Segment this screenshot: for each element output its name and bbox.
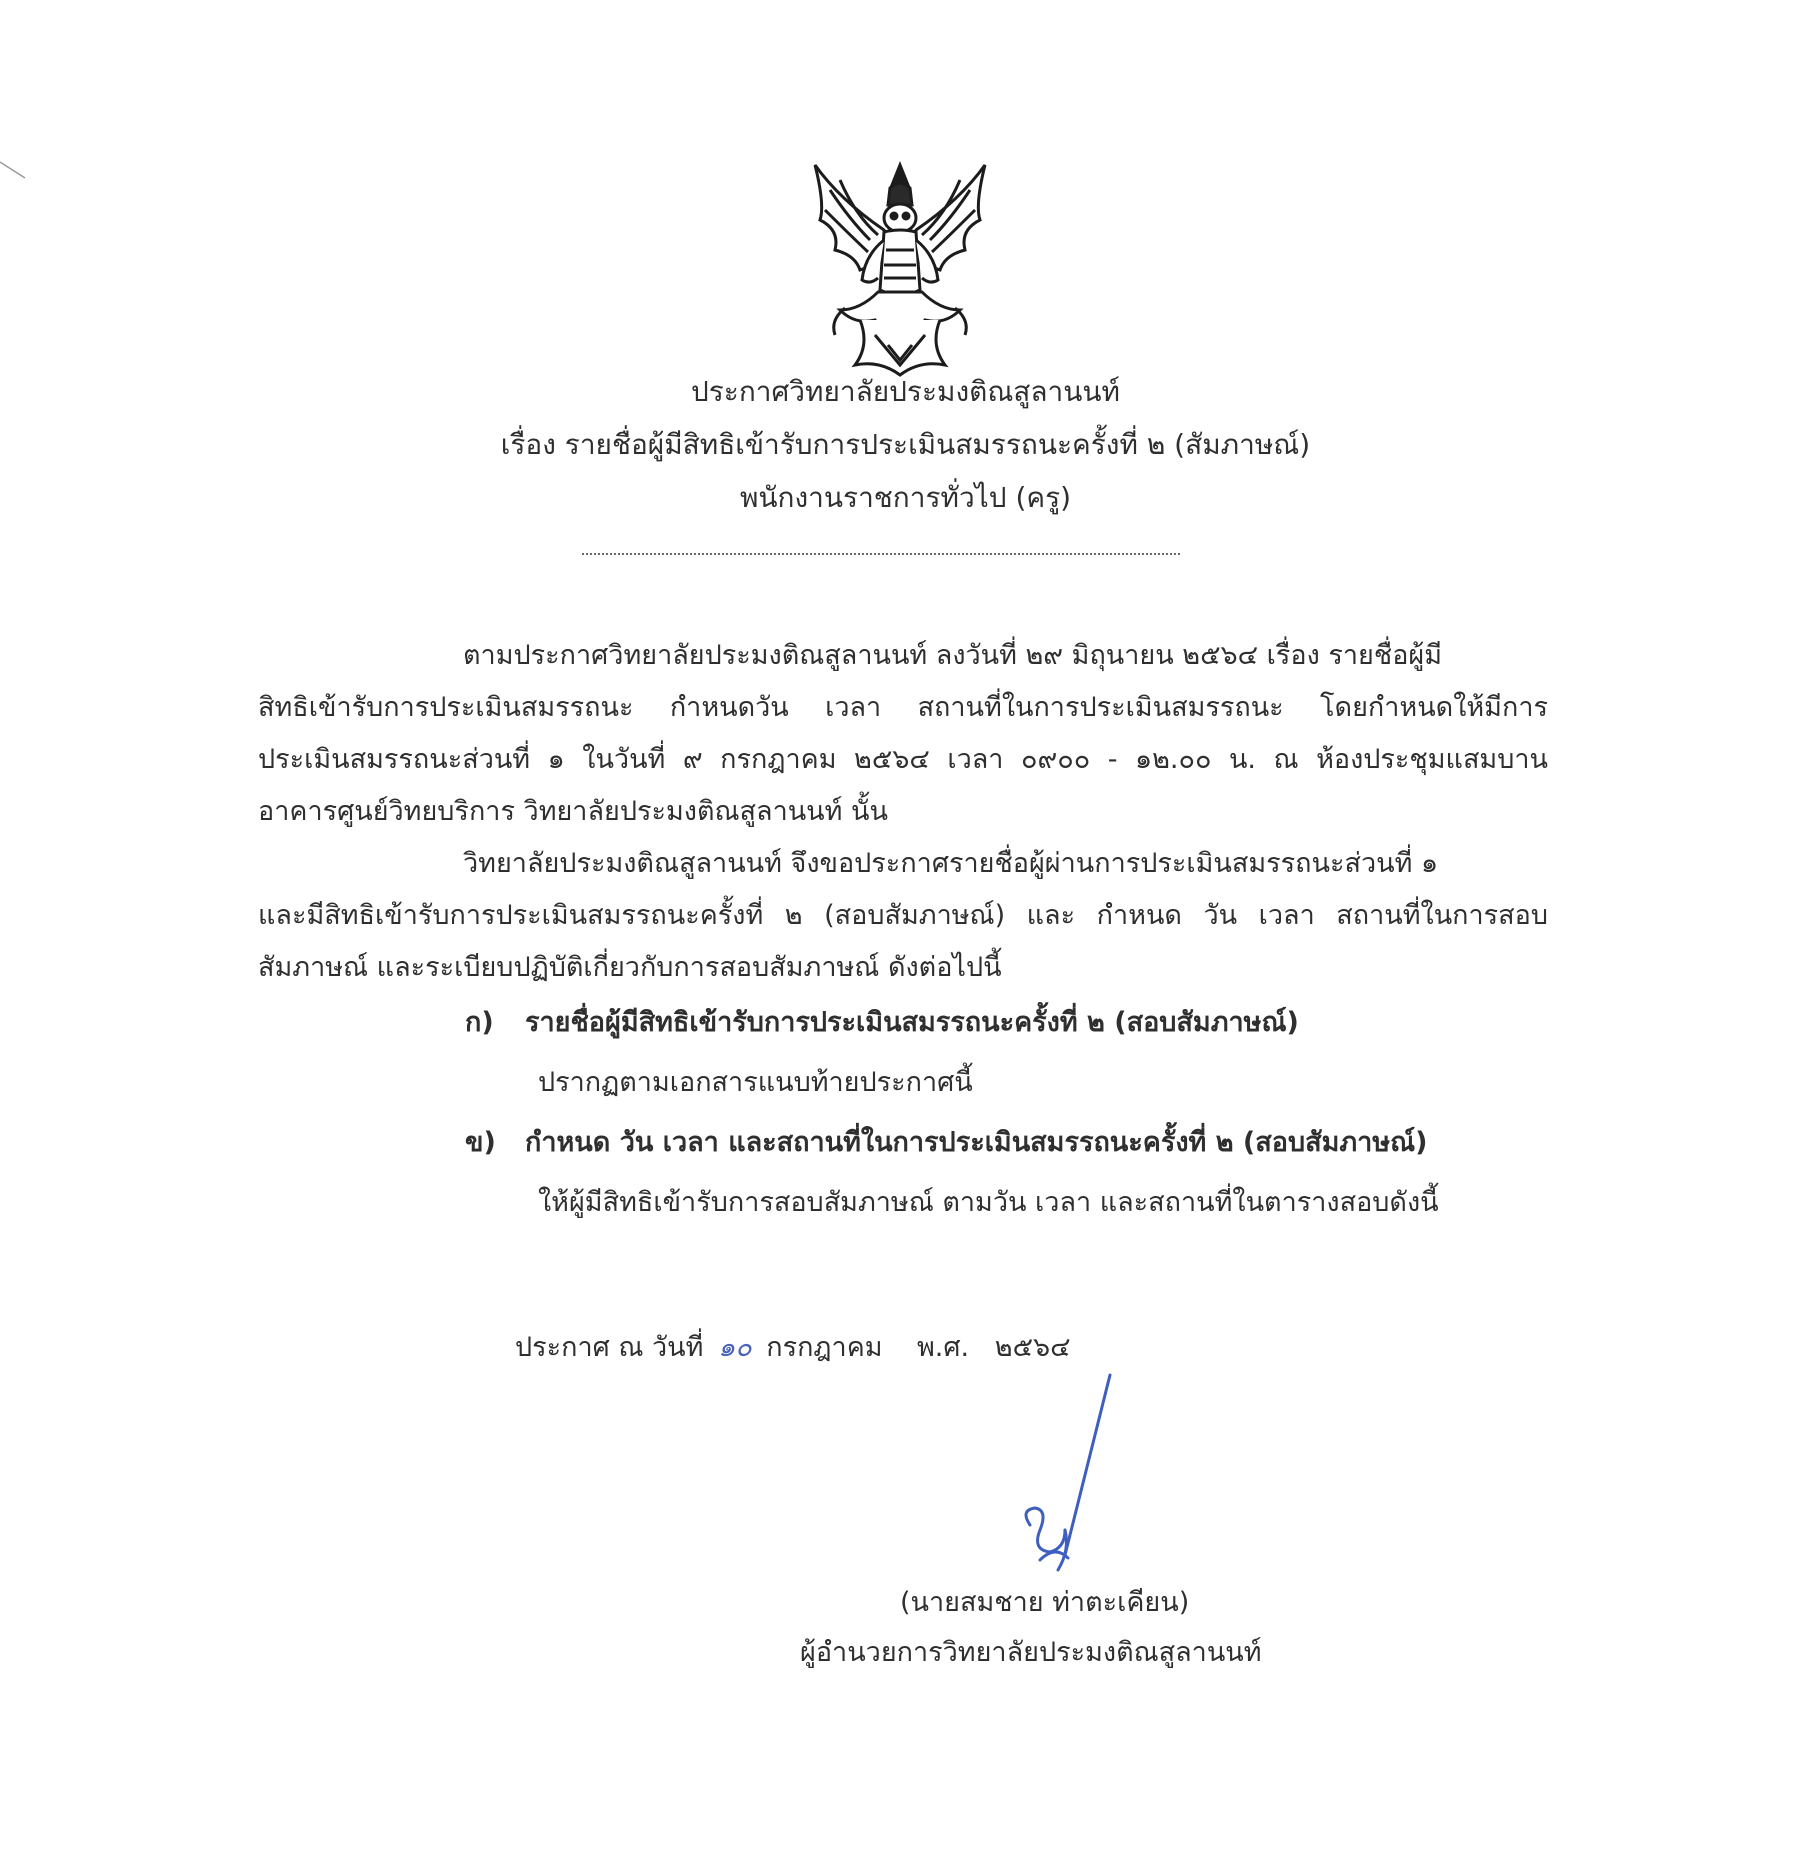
announcement-position: พนักงานราชการทั่วไป (ครู) <box>739 481 1072 514</box>
paragraph2-line-3: สัมภาษณ์ และระเบียบปฏิบัติเกี่ยวกับการสอบสัมภาษณ์ ดังต่อไปนี้ <box>258 952 1002 983</box>
header-divider <box>582 553 1180 555</box>
item-a-title: รายชื่อผู้มีสิทธิเข้ารับการประเมินสมรรถนะครั้งที่ ๒ (สอบสัมภาษณ์) <box>525 1007 1299 1038</box>
paragraph1-line-2: สิทธิเข้ารับการประเมินสมรรถนะ กำหนดวัน เวลา สถานที่ในการประเมินสมรรถนะ โดยกำหนดให้มีการ <box>258 692 1548 723</box>
dateline-month: กรกฎาคม <box>766 1332 883 1363</box>
announcement-dateline <box>515 1325 1071 1368</box>
paragraph1-line-3: ประเมินสมรรถนะส่วนที่ ๑ ในวันที่ ๙ กรกฎาคม ๒๕๖๔ เวลา ๐๙๐๐ - ๑๒.๐๐ น. ณ ห้องประชุมแสมบาน <box>258 744 1548 775</box>
scan-mark <box>0 160 30 180</box>
announcement-subject: เรื่อง รายชื่อผู้มีสิทธิเข้ารับการประเมินสมรรถนะครั้งที่ ๒ (สัมภาษณ์) <box>500 428 1311 461</box>
signer-title: ผู้อำนวยการวิทยาลัยประมงติณสูลานนท์ <box>800 1637 1262 1668</box>
item-a-label: ก) <box>465 1007 494 1038</box>
paragraph2-line-1: วิทยาลัยประมงติณสูลานนท์ จึงขอประกาศรายชื่อผู้ผ่านการประเมินสมรรถนะส่วนที่ ๑ <box>463 848 1439 879</box>
dateline-era: พ.ศ. <box>916 1332 970 1363</box>
paragraph1-line-4: อาคารศูนย์วิทยบริการ วิทยาลัยประมงติณสูลานนท์ นั้น <box>258 796 888 827</box>
paragraph2-line-2: และมีสิทธิเข้ารับการประเมินสมรรถนะครั้งที่ ๒ (สอบสัมภาษณ์) และ กำหนด วัน เวลา สถานที่ในการสอบ <box>258 900 1548 931</box>
item-a-detail: ปรากฏตามเอกสารแนบท้ายประกาศนี้ <box>538 1067 973 1098</box>
dateline-day: ๑๐ <box>718 1332 752 1363</box>
item-b-title: กำหนด วัน เวลา และสถานที่ในการประเมินสมรรถนะครั้งที่ ๒ (สอบสัมภาษณ์) <box>525 1127 1428 1158</box>
announcement-title: ประกาศวิทยาลัยประมงติณสูลานนท์ <box>690 375 1121 408</box>
handwritten-signature <box>1010 1370 1150 1610</box>
paragraph1-line-1: ตามประกาศวิทยาลัยประมงติณสูลานนท์ ลงวันที่ ๒๙ มิถุนายน ๒๕๖๔ เรื่อง รายชื่อผู้มี <box>463 640 1443 671</box>
item-b-label: ข) <box>465 1127 496 1158</box>
garuda-emblem-icon <box>800 160 1000 380</box>
dateline-prefix: ประกาศ ณ วันที่ <box>515 1332 704 1363</box>
item-b-detail: ให้ผู้มีสิทธิเข้ารับการสอบสัมภาษณ์ ตามวัน เวลา และสถานที่ในตารางสอบดังนี้ <box>538 1187 1439 1218</box>
dateline-year: ๒๕๖๔ <box>994 1332 1071 1363</box>
signer-name: (นายสมชาย ท่าตะเคียน) <box>900 1587 1190 1618</box>
